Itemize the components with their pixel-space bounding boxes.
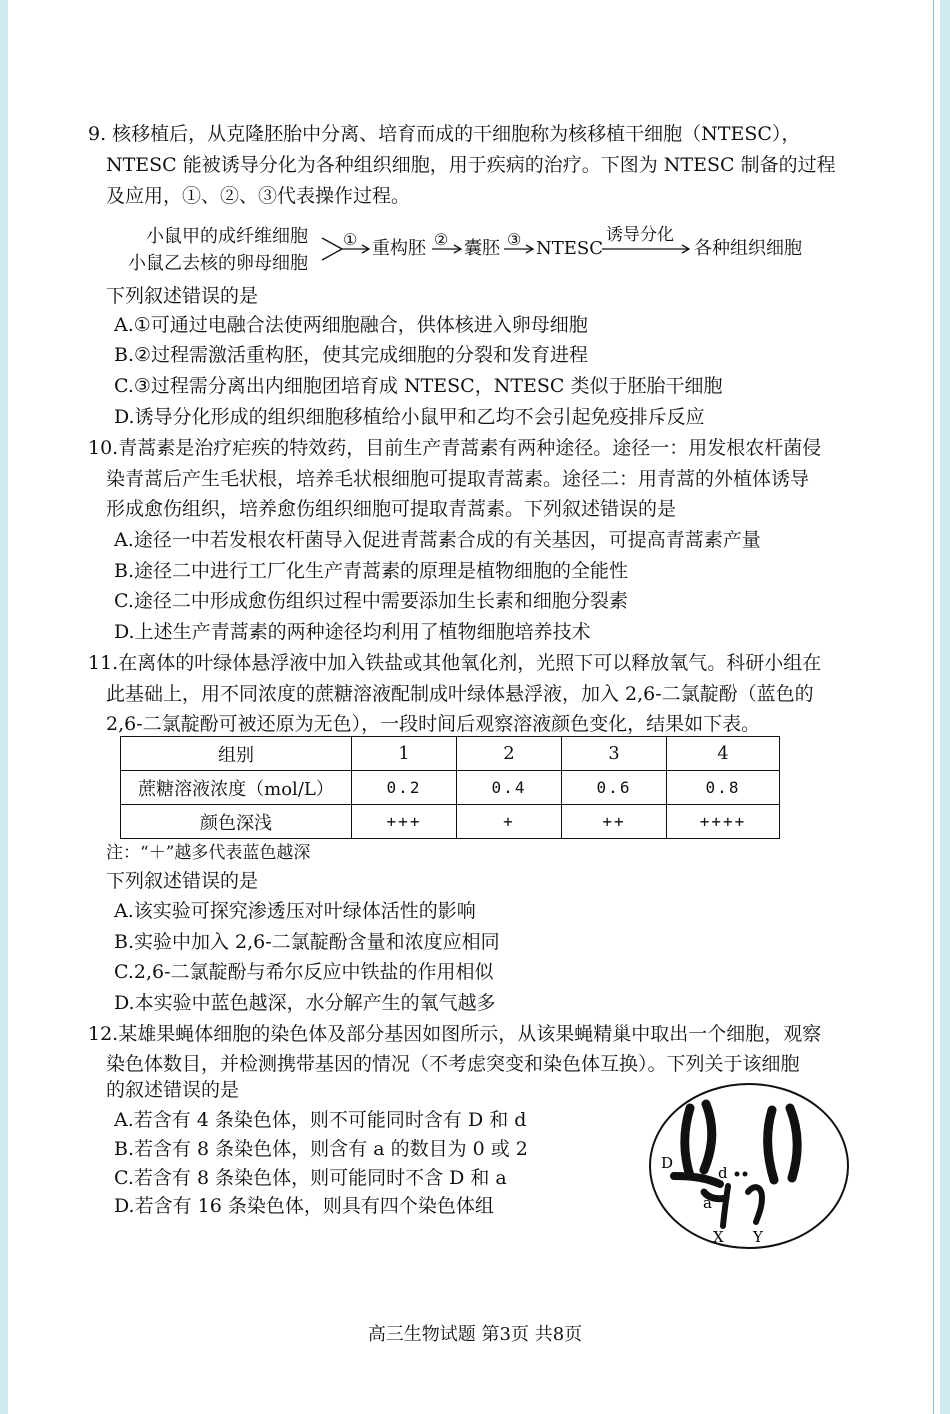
flow-source-2: 小鼠乙去核的卵母细胞 <box>128 253 308 274</box>
table-row <box>121 805 780 839</box>
q9-stem-line-2: NTESC 能被诱导分化为各种组织细胞，用于疾病的治疗。下图为 NTESC 制备的过程 <box>106 154 836 176</box>
q10-stem-line-1: 10.青蒿素是治疗疟疾的特效药，目前生产青蒿素有两种途径。途径一：用发根农杆菌侵 <box>88 437 822 459</box>
table-header-color: 颜色深浅 <box>121 805 352 839</box>
q10-option-c: C.途径二中形成愈伤组织过程中需要添加生长素和细胞分裂素 <box>114 590 628 612</box>
flow-step-4: 诱导分化 <box>606 225 674 245</box>
table-cell: ++ <box>562 805 667 839</box>
flow-node-2: 囊胚 <box>464 238 500 259</box>
q11-option-b: B.实验中加入 2,6-二氯靛酚含量和浓度应相同 <box>114 931 500 953</box>
q11-option-d: D.本实验中蓝色越深，水分解产生的氧气越多 <box>114 992 496 1014</box>
q10-stem-line-2: 染青蒿后产生毛状根，培养毛状根细胞可提取青蒿素。途径二：用青蒿的外植体诱导 <box>106 468 810 490</box>
q11-table-note: 注：“＋”越多代表蓝色越深 <box>106 843 311 863</box>
q9-option-d: D.诱导分化形成的组织细胞移植给小鼠甲和乙均不会引起免疫排斥反应 <box>114 406 705 428</box>
table-cell: 0.2 <box>352 771 457 805</box>
q9-stem-line-3: 及应用，①、②、③代表操作过程。 <box>106 185 411 207</box>
flow-node-3: NTESC <box>536 238 603 259</box>
label-d: d <box>718 1164 728 1182</box>
table-cell: 2 <box>457 737 562 771</box>
q12-stem-line-1: 12.某雄果蝇体细胞的染色体及部分基因如图所示，从该果蝇精巢中取出一个细胞，观察 <box>88 1023 822 1045</box>
q12-stem-line-2: 染色体数目，并检测携带基因的情况（不考虑突变和染色体互换）。下列关于该细胞 <box>106 1053 800 1075</box>
q11-stem-line-2: 此基础上，用不同浓度的蔗糖溶液配制成叶绿体悬浮液，加入 2,6-二氯靛酚（蓝色的 <box>106 683 814 705</box>
label-D: D <box>661 1154 674 1172</box>
dot-chromosome <box>735 1172 740 1177</box>
q12-option-b: B.若含有 8 条染色体，则含有 a 的数目为 0 或 2 <box>114 1138 528 1160</box>
table-row <box>121 771 780 805</box>
chromosome-figure <box>644 1080 854 1250</box>
table-cell: ++++ <box>667 805 780 839</box>
q12-option-d: D.若含有 16 条染色体，则具有四个染色体组 <box>114 1195 494 1217</box>
flow-step-1: ① <box>343 230 358 249</box>
q9-stem-line-1: 9. 核移植后，从克隆胚胎中分离、培育而成的干细胞称为核移植干细胞（NTESC）， <box>88 123 801 145</box>
q12-stem-line-3: 的叙述错误的是 <box>106 1079 240 1101</box>
dot-chromosome <box>743 1172 748 1177</box>
table-cell: 0.6 <box>562 771 667 805</box>
table-row <box>121 737 780 771</box>
table-cell: 1 <box>352 737 457 771</box>
table-header-group: 组别 <box>121 737 352 771</box>
q12-option-c: C.若含有 8 条染色体，则可能同时不含 D 和 a <box>114 1167 507 1189</box>
page-footer: 高三生物试题 第3页 共8页 <box>367 1324 583 1345</box>
page-frame-left <box>0 0 8 1414</box>
q11-option-a: A.该实验可探究渗透压对叶绿体活性的影响 <box>114 900 476 922</box>
page-frame-right <box>940 0 950 1414</box>
chromosome <box>768 1110 774 1180</box>
q10-option-b: B.途径二中进行工厂化生产青蒿素的原理是植物细胞的全能性 <box>114 560 629 582</box>
q9-option-c: C.③过程需分离出内细胞团培育成 NTESC，NTESC 类似于胚胎干细胞 <box>114 375 723 397</box>
q11-option-c: C.2,6-二氯靛酚与希尔反应中铁盐的作用相似 <box>114 961 494 983</box>
chromosome <box>704 1104 712 1170</box>
chromosome <box>674 1176 720 1184</box>
table-cell: + <box>457 805 562 839</box>
page-frame-line <box>933 0 934 1414</box>
cell-outline <box>650 1084 848 1248</box>
label-Y: Y <box>753 1228 763 1246</box>
x-chromosome <box>723 1186 728 1226</box>
q11-stem-line-1: 11.在离体的叶绿体悬浮液中加入铁盐或其他氧化剂，光照下可以释放氧气。科研小组在 <box>88 652 822 674</box>
chromosome <box>790 1108 797 1178</box>
label-a: a <box>703 1194 712 1212</box>
q10-option-d: D.上述生产青蒿素的两种途径均利用了植物细胞培养技术 <box>114 621 591 643</box>
table-cell: 0.8 <box>667 771 780 805</box>
q9-option-a: A.①可通过电融合法使两细胞融合，供体核进入卵母细胞 <box>114 314 588 336</box>
table-cell: 3 <box>562 737 667 771</box>
q10-option-a: A.途径一中若发根农杆菌导入促进青蒿素合成的有关基因，可提高青蒿素产量 <box>114 529 761 551</box>
label-X: X <box>713 1228 724 1246</box>
chromosome <box>685 1108 690 1176</box>
flow-source-1: 小鼠甲的成纤维细胞 <box>146 226 308 247</box>
flow-node-4: 各种组织细胞 <box>694 238 802 259</box>
flow-node-1: 重构胚 <box>372 238 426 259</box>
table-header-concentration: 蔗糖溶液浓度（mol/L） <box>121 771 352 805</box>
flow-step-3: ③ <box>507 230 522 249</box>
q12-option-a: A.若含有 4 条染色体，则不可能同时含有 D 和 d <box>114 1109 527 1131</box>
y-chromosome <box>748 1187 762 1222</box>
q10-stem-line-3: 形成愈伤组织，培养愈伤组织细胞可提取青蒿素。下列叙述错误的是 <box>106 498 677 520</box>
flow-step-2: ② <box>434 230 449 249</box>
q11-stem-line-3: 2,6-二氯靛酚可被还原为无色），一段时间后观察溶液颜色变化，结果如下表。 <box>106 713 761 735</box>
q11-results-table <box>120 736 780 839</box>
q9-prompt: 下列叙述错误的是 <box>106 285 259 307</box>
table-cell: 4 <box>667 737 780 771</box>
table-cell: +++ <box>352 805 457 839</box>
q11-prompt: 下列叙述错误的是 <box>106 870 259 892</box>
q9-option-b: B.②过程需激活重构胚，使其完成细胞的分裂和发育进程 <box>114 344 589 366</box>
table-cell: 0.4 <box>457 771 562 805</box>
